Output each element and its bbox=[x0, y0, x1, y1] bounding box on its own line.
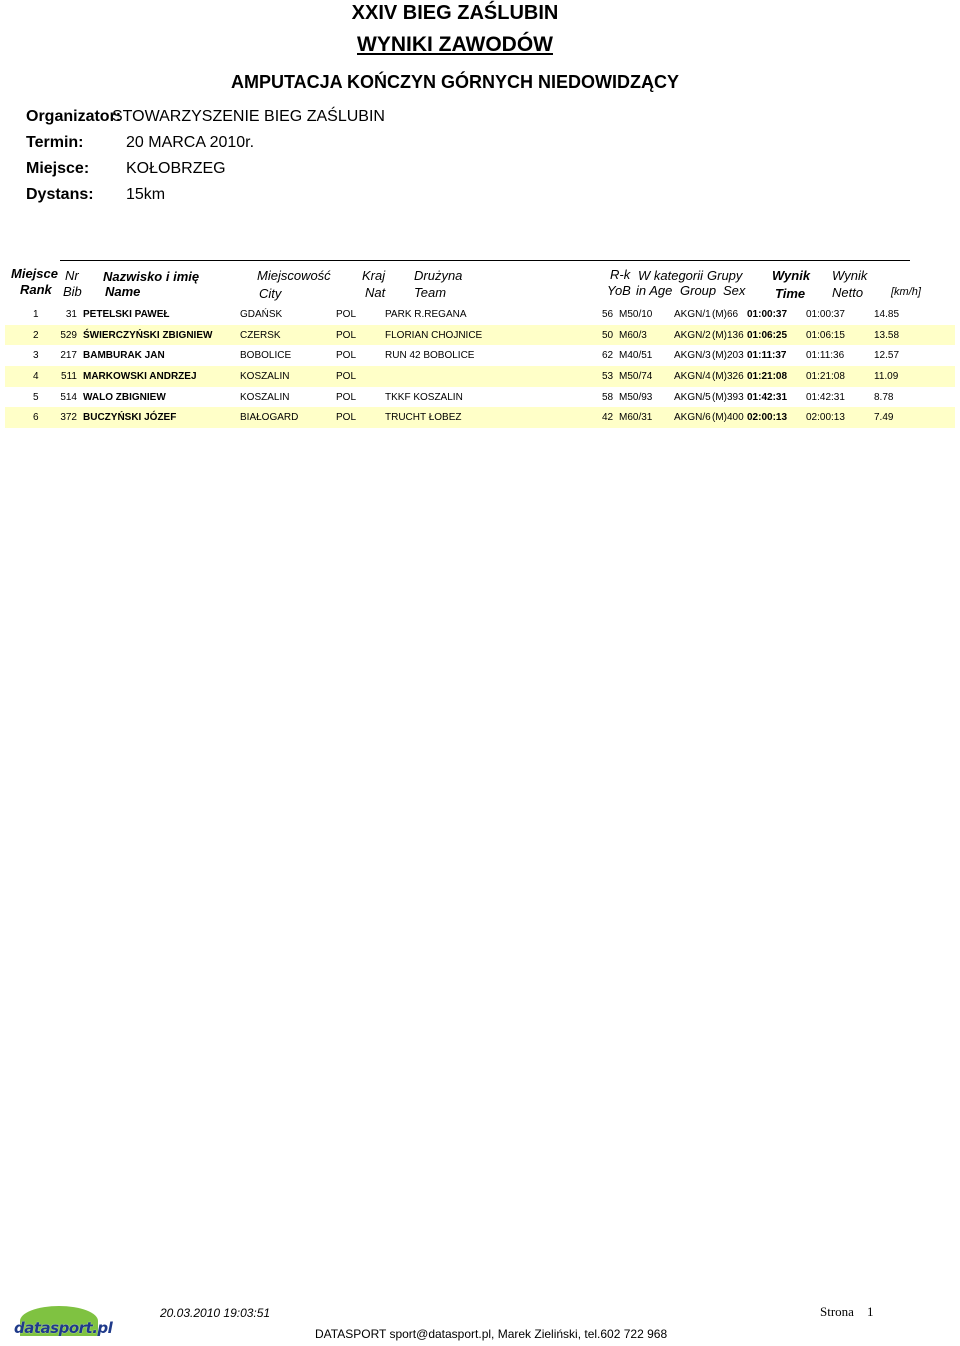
cell-team: RUN 42 BOBOLICE bbox=[385, 350, 475, 362]
header-rk: R-k bbox=[610, 267, 631, 282]
cell-nat: POL bbox=[336, 308, 357, 320]
table-row bbox=[5, 366, 955, 387]
page-number: 1 bbox=[866, 1304, 874, 1319]
organizer-label: Organizator: bbox=[26, 108, 122, 125]
cell-city: KOSZALIN bbox=[240, 391, 290, 403]
date-label: Termin: bbox=[26, 134, 84, 151]
cell-yob: 50 bbox=[602, 325, 619, 346]
header-in-age: in Age bbox=[636, 283, 673, 298]
cell-age: M50/93 bbox=[619, 391, 653, 403]
header-time: Time bbox=[775, 286, 806, 301]
cell-city: GDAŃSK bbox=[240, 308, 283, 320]
header-miejscowosc: Miejscowość bbox=[257, 268, 331, 283]
header-sex: Sex bbox=[723, 283, 746, 298]
cell-rank: 4 bbox=[5, 366, 45, 387]
table-row bbox=[5, 345, 955, 366]
cell-city: BIAŁOGARD bbox=[240, 407, 336, 428]
header-name: Name bbox=[105, 284, 141, 299]
cell-netto: 01:06:15 bbox=[806, 325, 874, 346]
header-nazwisko: Nazwisko i imię bbox=[103, 269, 200, 284]
cell-rank: 1 bbox=[33, 308, 39, 320]
header-druzyna: Drużyna bbox=[414, 268, 463, 283]
cell-nat: POL bbox=[336, 325, 385, 346]
cell-sex: (M)326 bbox=[712, 366, 747, 387]
header-miejsce: Miejsce bbox=[11, 266, 58, 281]
cell-sex: (M)66 bbox=[712, 308, 739, 320]
cell-name: BAMBURAK JAN bbox=[83, 350, 165, 362]
header-bib: Bib bbox=[63, 284, 82, 299]
results-body bbox=[5, 304, 955, 428]
footer-page bbox=[820, 1304, 873, 1320]
cell-nat: POL bbox=[336, 407, 385, 428]
cell-time: 01:00:37 bbox=[747, 308, 788, 320]
cell-age: M40/51 bbox=[619, 350, 653, 362]
place-value: KOŁOBRZEG bbox=[126, 160, 226, 177]
header-group: Group bbox=[680, 283, 717, 298]
cell-team: TRUCHT ŁOBEZ bbox=[385, 407, 602, 428]
cell-netto: 01:11:36 bbox=[806, 350, 845, 362]
cell-netto: 01:00:37 bbox=[806, 308, 845, 320]
cell-team: FLORIAN CHOJNICE bbox=[385, 325, 602, 346]
cell-speed: 7.49 bbox=[874, 407, 955, 428]
cell-time: 01:42:31 bbox=[747, 391, 788, 403]
cell-rank: 5 bbox=[33, 391, 39, 403]
cell-age: M60/31 bbox=[619, 407, 674, 428]
results-heading: WYNIKI ZAWODÓW bbox=[357, 33, 553, 56]
category-title: AMPUTACJA KOŃCZYN GÓRNYCH NIEDOWIDZĄCY bbox=[231, 72, 679, 92]
cell-name: BUCZYŃSKI JÓZEF bbox=[83, 407, 240, 428]
cell-speed: 12.57 bbox=[874, 350, 900, 362]
cell-speed: 11.09 bbox=[874, 366, 955, 387]
page-label: Strona bbox=[820, 1304, 854, 1319]
place-label: Miejsce: bbox=[26, 160, 90, 177]
header-nr: Nr bbox=[65, 268, 79, 283]
cell-time: 01:06:25 bbox=[747, 325, 806, 346]
cell-time: 01:21:08 bbox=[747, 366, 806, 387]
cell-group: AKGN/1 bbox=[674, 308, 711, 320]
cell-group: AKGN/2 bbox=[674, 325, 712, 346]
cell-bib: 511 bbox=[45, 366, 83, 387]
header-nat: Nat bbox=[365, 285, 386, 300]
cell-nat: POL bbox=[336, 391, 357, 403]
results-table bbox=[5, 304, 955, 428]
footer-contact: DATASPORT sport@datasport.pl, Marek Zieliński, tel.602 722 968 bbox=[315, 1327, 668, 1341]
cell-name: ŚWIERCZYŃSKI ZBIGNIEW bbox=[83, 325, 240, 346]
cell-sex: (M)393 bbox=[712, 391, 744, 403]
cell-sex: (M)400 bbox=[712, 407, 747, 428]
cell-nat: POL bbox=[336, 366, 385, 387]
cell-city: CZERSK bbox=[240, 325, 336, 346]
cell-city: KOSZALIN bbox=[240, 366, 336, 387]
cell-netto: 02:00:13 bbox=[806, 407, 874, 428]
cell-speed: 14.85 bbox=[874, 308, 900, 320]
date-value: 20 MARCA 2010r. bbox=[126, 134, 255, 151]
cell-time: 01:11:37 bbox=[747, 350, 787, 362]
cell-age: M50/74 bbox=[619, 366, 674, 387]
header-yob: YoB bbox=[607, 283, 631, 298]
cell-team: PARK R.REGANA bbox=[385, 308, 467, 320]
cell-netto: 01:21:08 bbox=[806, 366, 874, 387]
cell-name: MARKOWSKI ANDRZEJ bbox=[83, 366, 240, 387]
cell-sex: (M)203 bbox=[712, 350, 744, 362]
header-w-kategorii: W kategorii bbox=[638, 268, 704, 283]
cell-group: AKGN/4 bbox=[674, 366, 712, 387]
table-row bbox=[5, 304, 955, 325]
cell-name: PETELSKI PAWEŁ bbox=[83, 308, 170, 320]
cell-group: AKGN/6 bbox=[674, 407, 712, 428]
cell-rank: 6 bbox=[5, 407, 45, 428]
cell-rank: 2 bbox=[5, 325, 45, 346]
cell-bib: 529 bbox=[45, 325, 83, 346]
cell-yob: 62 bbox=[602, 350, 614, 362]
cell-city: BOBOLICE bbox=[240, 350, 292, 362]
header-grupy: Grupy bbox=[707, 268, 743, 283]
table-row bbox=[5, 407, 955, 428]
cell-bib: 217 bbox=[60, 350, 77, 362]
cell-yob: 53 bbox=[602, 366, 619, 387]
table-row bbox=[5, 325, 955, 346]
table-row bbox=[5, 387, 955, 408]
cell-group: AKGN/5 bbox=[674, 391, 711, 403]
datasport-logo bbox=[12, 1306, 113, 1340]
cell-time: 02:00:13 bbox=[747, 407, 806, 428]
cell-group: AKGN/3 bbox=[674, 350, 711, 362]
logo-text: datasport.pl bbox=[14, 1319, 113, 1337]
header-kmh: [km/h] bbox=[891, 286, 921, 298]
distance-value: 15km bbox=[126, 186, 166, 203]
cell-netto: 01:42:31 bbox=[806, 391, 845, 403]
cell-yob: 58 bbox=[602, 391, 614, 403]
header-rule bbox=[60, 260, 910, 261]
cell-name: WALO ZBIGNIEW bbox=[83, 391, 166, 403]
event-title: XXIV BIEG ZAŚLUBIN bbox=[351, 2, 559, 24]
cell-bib: 372 bbox=[45, 407, 83, 428]
header-kraj: Kraj bbox=[362, 268, 386, 283]
cell-speed: 13.58 bbox=[874, 325, 955, 346]
cell-bib: 31 bbox=[65, 308, 77, 320]
cell-bib: 514 bbox=[60, 391, 77, 403]
organizer-value: STOWARZYSZENIE BIEG ZAŚLUBIN bbox=[112, 108, 385, 125]
cell-nat: POL bbox=[336, 350, 357, 362]
header-netto: Netto bbox=[832, 285, 864, 300]
cell-speed: 8.78 bbox=[874, 391, 894, 403]
cell-yob: 56 bbox=[602, 308, 614, 320]
distance-label: Dystans: bbox=[26, 186, 94, 203]
cell-team bbox=[385, 366, 602, 387]
cell-yob: 42 bbox=[602, 407, 619, 428]
cell-age: M50/10 bbox=[619, 308, 653, 320]
cell-rank: 3 bbox=[33, 350, 39, 362]
cell-age: M60/3 bbox=[619, 325, 674, 346]
cell-team: TKKF KOSZALIN bbox=[385, 391, 463, 403]
cell-sex: (M)136 bbox=[712, 325, 747, 346]
header-rank: Rank bbox=[20, 282, 52, 297]
header-wynik-netto: Wynik bbox=[832, 268, 868, 283]
header-city: City bbox=[259, 286, 282, 301]
footer-timestamp: 20.03.2010 19:03:51 bbox=[160, 1306, 271, 1320]
header-wynik: Wynik bbox=[772, 268, 811, 283]
header-team: Team bbox=[414, 285, 447, 300]
